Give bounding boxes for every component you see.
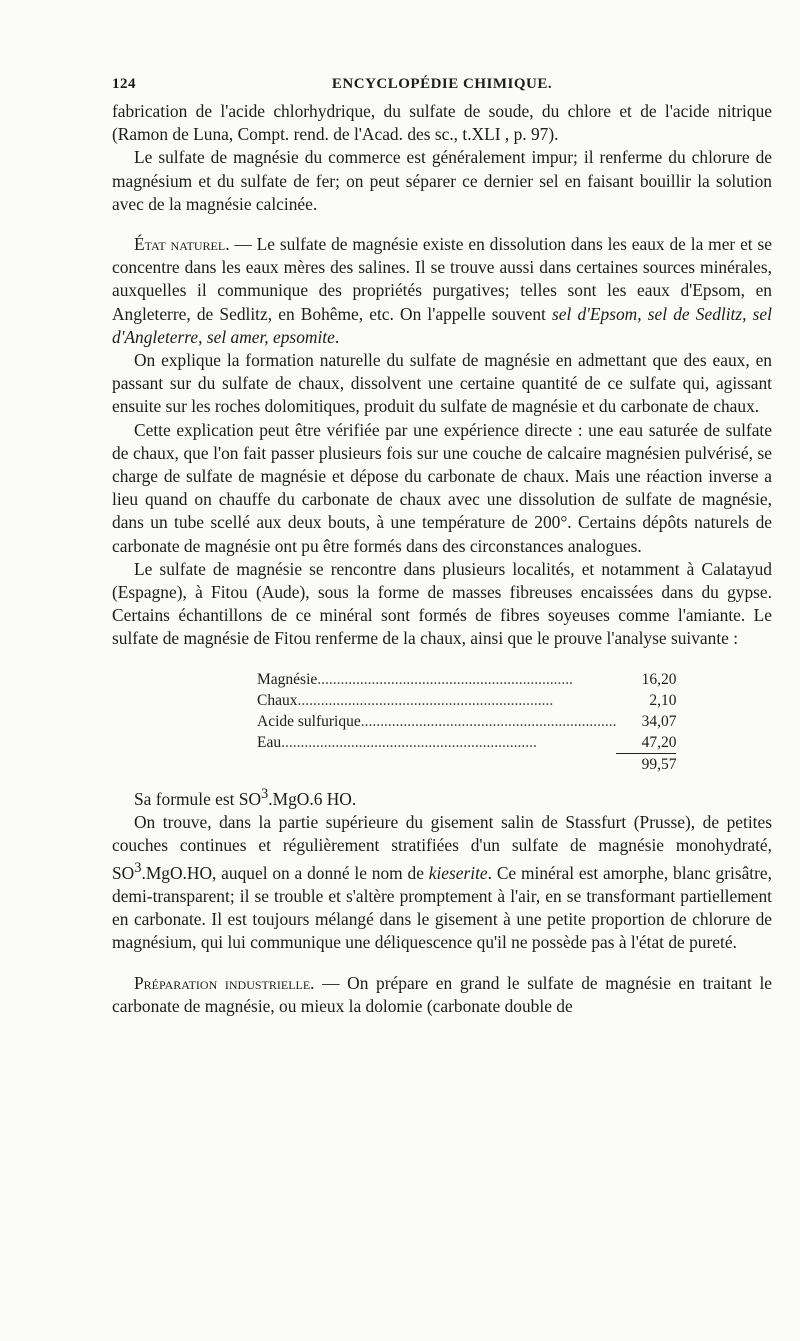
- row-label: Chaux: [257, 691, 298, 709]
- section-text: On prépare en grand le sulfate de magnésie en traitant le carbonate de magnésie, ou mieux la dolomie (carbonate double de: [112, 972, 772, 1016]
- kieserite-text: On trouve, dans la partie supérieure du gisement salin de Stassfurt (Prusse), de petites couches continues et régulièrement stratifiées d'un sulfate de magnésie monohydraté, SO: [112, 811, 772, 883]
- section-etat-naturel: [112, 233, 772, 349]
- table-total-row: [257, 753, 676, 775]
- paragraph-continuation: fabrication de l'acide chlorhydrique, du sulfate de soude, du chlore et de l'acide nitrique (Ramon de Luna, Compt. rend. de l'Acad. des sc., t.XLI , p. 97).: [112, 101, 772, 145]
- leader-dots: ..................................................................: [297, 691, 554, 709]
- table-row: [257, 711, 676, 732]
- row-value: 16,20: [641, 670, 677, 688]
- leader-dots: ..................................................................: [360, 712, 617, 730]
- formula-text-end: .MgO.6 HO.: [268, 788, 357, 809]
- mineral-name: kieserite: [428, 862, 488, 883]
- section-heading: État naturel. —: [134, 234, 252, 255]
- section-preparation-industrielle: [112, 972, 772, 1018]
- section-text-end: .: [334, 326, 340, 347]
- table-row: [257, 690, 676, 711]
- body-text: [112, 100, 772, 1018]
- paragraph-localities: Le sulfate de magnésie se rencontre dans plusieurs localités, et notamment à Calatayud (Espagne), à Fitou (Aude), sous la forme de masses fibreuses encaissées dans du gypse. Certains échantillons de ce minéral sont formés de fibres soyeuses comme l'amiante. Le sulfate de magnésie de Fitou renferme de la chaux, ainsi que le prouve l'analyse suivante :: [112, 558, 772, 649]
- paragraph-formula: [112, 783, 772, 811]
- formula-superscript: 3: [134, 860, 142, 877]
- table-row: [257, 669, 676, 690]
- row-value: 47,20: [641, 733, 677, 751]
- paragraph-commercial-impurity: Le sulfate de magnésie du commerce est généralement impur; il renferme du chlorure de magnésium et du sulfate de fer; on peut séparer ce dernier sel en faisant bouillir la solution avec de la magnésie calcinée.: [112, 147, 772, 214]
- section-text: Le sulfate de magnésie existe en dissolution dans les eaux de la mer et se concentre dans les eaux mères des salines. Il se trouve aussi dans certaines sources minérales, auxquelles il communique des propriétés purgatives; telles sont les eaux d'Epsom, en Angleterre, de Sedlitz, en Bohême, etc. On l'appelle souvent: [112, 234, 772, 324]
- row-label: Magnésie: [257, 670, 318, 688]
- formula-superscript: 3: [261, 785, 269, 802]
- row-label: Eau: [257, 733, 282, 751]
- section-heading: Préparation industrielle. —: [134, 972, 340, 993]
- row-value: 34,07: [641, 712, 677, 730]
- formula-text: Sa formule est SO: [134, 788, 262, 809]
- paragraph-experiment: Cette explication peut être vérifiée par une expérience directe : une eau saturée de sulfate de chaux, que l'on fait passer plusieurs fois sur une couche de calcaire magnésien pulvérisé, se charge de sulfate de magnésie et dépose du carbonate de chaux. Mais une réaction inverse a lieu quand on chauffe du carbonate de chaux avec une dissolution de sulfate de magnésie, dans un tube scellé aux deux bouts, à une température de 200°. Certains dépôts naturels de carbonate de magnésie ont pu être formés dans des circonstances analogues.: [112, 419, 772, 556]
- mineral-names: sel d'Epsom, sel de Sedlitz, sel d'Angleterre, sel amer, epsomite: [112, 303, 772, 347]
- paragraph-kieserite: [112, 811, 772, 955]
- page-number: 124: [112, 76, 136, 92]
- row-value: 2,10: [649, 691, 677, 709]
- total-value: 99,57: [616, 753, 676, 775]
- page-header: [112, 76, 772, 98]
- running-title: ENCYCLOPÉDIE CHIMIQUE.: [331, 76, 553, 92]
- leader-dots: ..................................................................: [317, 670, 574, 688]
- kieserite-text-mid: .MgO.HO, auquel on a donné le nom de: [141, 862, 429, 883]
- leader-dots: ..................................................................: [281, 733, 537, 751]
- kieserite-text-end: . Ce minéral est amorphe, blanc grisâtre, demi-transparent; il se trouble et s'altère promptement à l'air, en se transformant partiellement en carbonate. Il est toujours mélangé dans le gisement à une petite proportion de chlorure de magnésium, qui lui communique une déliquescence qu'il ne possède pas à l'état de pureté.: [112, 862, 772, 953]
- table-row: [257, 732, 676, 754]
- paragraph-formation: On explique la formation naturelle du sulfate de magnésie en admettant que des eaux, en passant sur du sulfate de chaux, dissolvent une certaine quantité de ce sulfate qui, agissant ensuite sur les roches dolomitiques, produit du sulfate de magnésie et du carbonate de chaux.: [112, 350, 772, 417]
- row-label: Acide sulfurique: [257, 712, 361, 730]
- analysis-table: [257, 669, 676, 775]
